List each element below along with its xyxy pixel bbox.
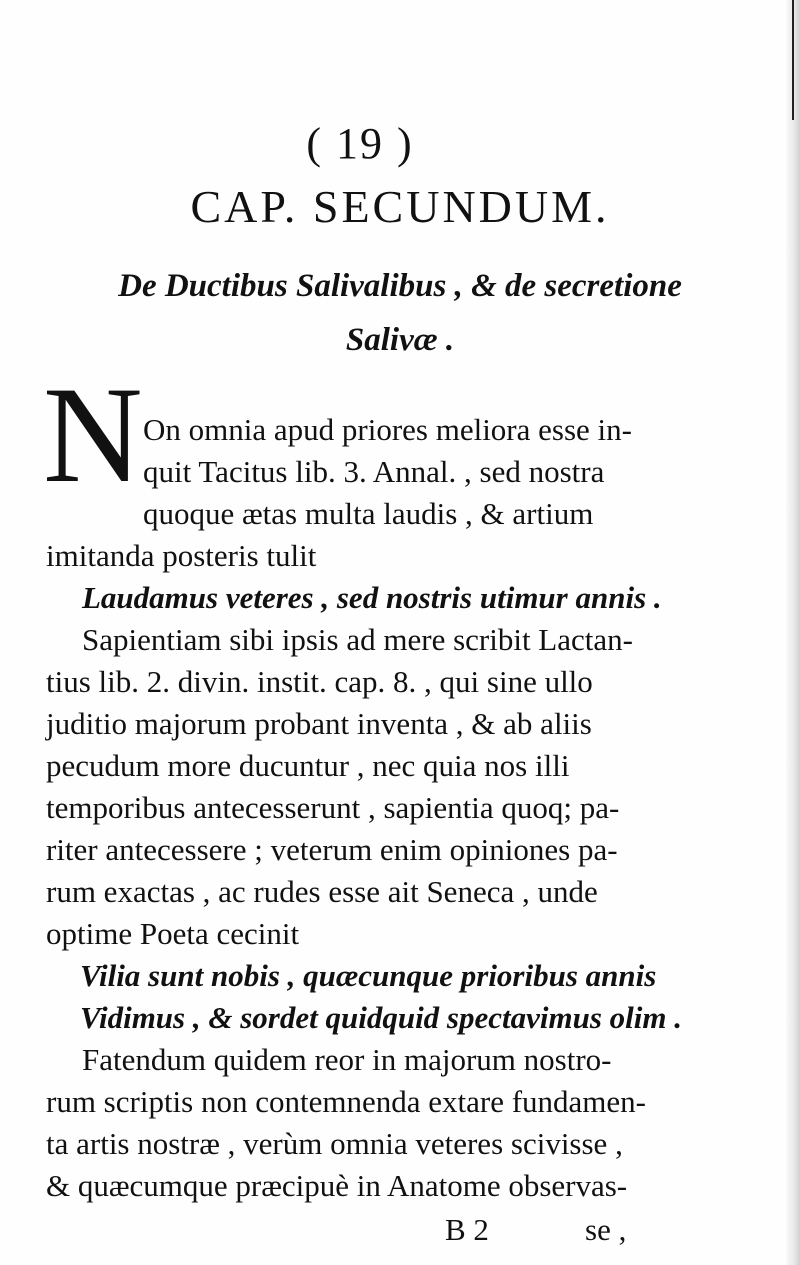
body-line: pecudum more ducuntur , nec quia nos illi xyxy=(46,748,570,783)
body-line: quoque ætas multa laudis , & artium xyxy=(143,496,594,531)
body-line: tius lib. 2. divin. instit. cap. 8. , qui sine ullo xyxy=(46,664,593,699)
chapter-title: CAP. SECUNDUM. xyxy=(190,181,610,232)
chapter-subtitle-line-2: Salivæ . xyxy=(345,322,455,358)
page-edge-line xyxy=(792,0,794,120)
page-number: ( 19 ) xyxy=(306,119,414,168)
body-line: Fatendum quidem reor in majorum nostro- xyxy=(82,1042,612,1077)
body-line: riter antecessere ; veterum enim opiniones pa- xyxy=(46,832,618,867)
body-line: imitanda posteris tulit xyxy=(46,538,317,573)
drop-cap-initial: N xyxy=(43,358,143,511)
body-line: On omnia apud priores meliora esse in- xyxy=(143,412,632,447)
catchword: se , xyxy=(585,1212,627,1247)
body-line: Sapientiam sibi ipsis ad mere scribit Lactan- xyxy=(82,622,633,657)
body-line: rum scriptis non contemnenda extare fundamen- xyxy=(46,1084,646,1119)
body-line: & quæcumque præcipuè in Anatome observas- xyxy=(46,1168,628,1203)
signature-mark: B 2 xyxy=(445,1212,489,1247)
body-line: juditio majorum probant inventa , & ab aliis xyxy=(46,706,592,741)
chapter-subtitle-line-1: De Ductibus Salivalibus , & de secretione xyxy=(118,268,682,304)
verse-line: Vilia sunt nobis , quæcunque prioribus annis xyxy=(80,958,657,993)
verse-line: Vidimus , & sordet quidquid spectavimus olim . xyxy=(80,1000,683,1035)
verse-line: Laudamus veteres , sed nostris utimur annis . xyxy=(82,580,662,615)
body-line: optime Poeta cecinit xyxy=(46,916,300,951)
body-line: quit Tacitus lib. 3. Annal. , sed nostra xyxy=(143,454,605,489)
body-line: ta artis nostræ , verùm omnia veteres scivisse , xyxy=(46,1126,623,1161)
body-line: rum exactas , ac rudes esse ait Seneca , unde xyxy=(46,874,598,909)
body-line: temporibus antecesserunt , sapientia quoq; pa- xyxy=(46,790,620,825)
